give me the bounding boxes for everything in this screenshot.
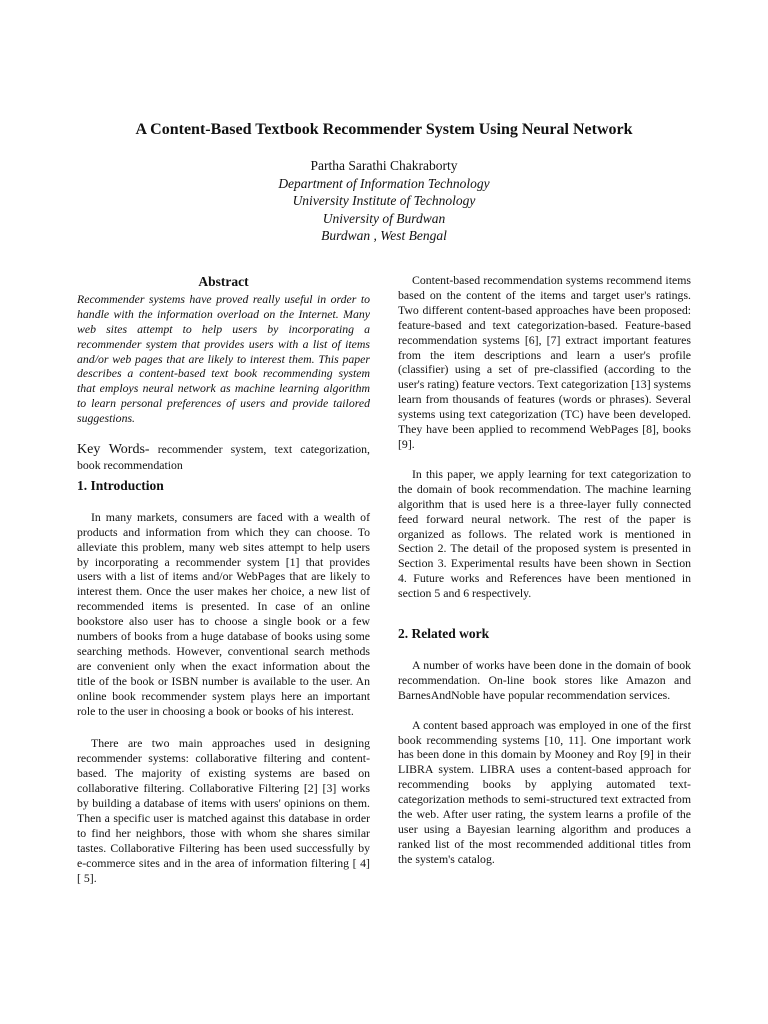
- author-institute: University Institute of Technology: [292, 193, 476, 208]
- author-name: Partha Sarathi Chakraborty: [310, 158, 458, 173]
- author-location: Burdwan , West Bengal: [321, 228, 447, 243]
- keywords-text: recommender system, text categorization, book recommendation: [77, 442, 370, 472]
- right-column: [398, 273, 691, 867]
- introduction-paragraph-4: In this paper, we apply learning for text categorization to the domain of book recommendation. The machine learning algorithm that is used here is a three-layer fully connected feed forward neural network. The rest of the paper is organized as follows. The related work is mentioned in Section 2. The detail of the proposed system is presented in Section 3. Experimental results have been shown in Section 4. Future works and References have been mentioned in section 5 and 6 respectively.: [398, 466, 691, 601]
- left-column: [77, 273, 370, 886]
- introduction-paragraph-1: In many markets, consumers are faced with a wealth of products and information from which they can choose. To alleviate this problem, many web sites attempt to help users by incorporating a recommender system [1] that provides users with a list of items and/or WebPages that are likely to interest them. Once the user makes her choice, a new list of recommended items is presented. In case of an online bookstore also user has to choose a single book or a few numbers of books from a huge database of books using some searching methods. However, conventional search methods are convenient only when the exact information about the title of the book or ISBN number is available to the user. An online book recommender system plays here an important role to the user in choosing a book or books of his interest.: [77, 509, 370, 718]
- abstract-text: Recommender systems have proved really useful in order to handle with the information overload on the Internet. Many web sites attempt to help users by incorporating a recommender system that provides users with a list of items and/or web pages that are likely to interest them. This paper describes a content-based text book recommending system that employs neural network as machine learning algorithm to learn personal preferences of users and provide tailored suggestions.: [77, 291, 370, 426]
- author-block: [0, 157, 768, 245]
- author-university: University of Burdwan: [322, 210, 446, 226]
- related-work-paragraph-1: A number of works have been done in the domain of book recommendation. On-line book stores like Amazon and BarnesAndNoble have popular recommendation services.: [398, 657, 691, 702]
- introduction-paragraph-3: Content-based recommendation systems recommend items based on the content of the items and target user's ratings. Two different content-based approaches have been proposed: feature-based and text categorization-based. Feature-based recommendation systems [6], [7] extract important features from the item descriptions and learn a user's profile (classifier) using a set of pre-classified (according to the user's rating) feature vectors. Text categorization [13] systems learn from thousands of features (words or phrases). Several systems using text categorization (TC) have been developed. They have been applied to recommend WebPages [8], books [9].: [398, 273, 691, 451]
- introduction-paragraph-2: There are two main approaches used in designing recommender systems: collaborative filtering and content-based. The majority of existing systems are based on collaborative filtering. Collaborative Filtering [2] [3] works by building a database of items with users' opinions on them. Then a specific user is matched against this database in order to find her neighbors, those with whom she shares similar tastes. Collaborative Filtering has been used successfully by e-commerce sites and in the area of information filtering [ 4] [ 5].: [77, 736, 370, 885]
- related-work-heading: 2. Related work: [398, 626, 490, 642]
- related-work-paragraph-2: A content based approach was employed in one of the first book recommending systems [10, 11]. One important work has been done in this domain by Mooney and Roy [9] in their LIBRA system. LIBRA uses a content-based approach for recommending books by applying automated text-categorization methods to semi-structured text extracted from the web. After user rating, the system learns a profile of the user using a Bayesian learning algorithm and produces a ranked list of the most recommended additional titles from the system's catalog.: [398, 717, 691, 866]
- keywords: [77, 442, 370, 473]
- paper-title: A Content-Based Textbook Recommender System Using Neural Network: [135, 121, 633, 138]
- abstract-heading: Abstract: [198, 274, 249, 289]
- introduction-heading: 1. Introduction: [77, 477, 164, 493]
- keywords-label: Key Words-: [77, 442, 150, 458]
- author-department: Department of Information Technology: [278, 175, 490, 191]
